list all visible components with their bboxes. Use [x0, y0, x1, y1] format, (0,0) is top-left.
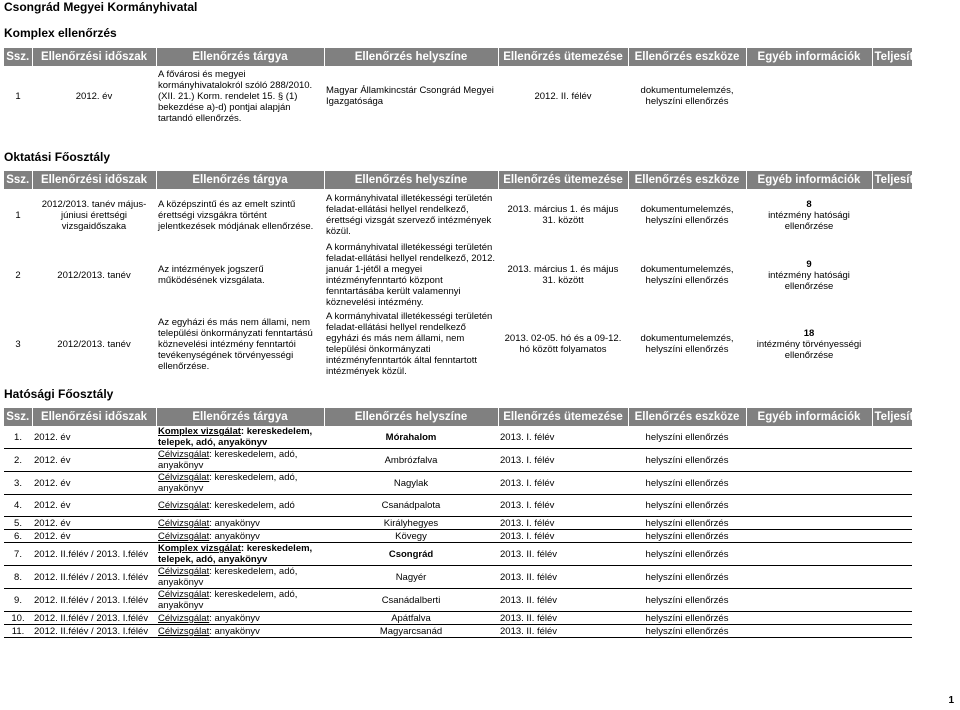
other-count: 18 [803, 327, 815, 339]
cell-period: 2012. év [32, 495, 156, 517]
cell-subject: A középszintű és az emelt szintű érettségi vizsgákra történt jelentkezések módjának ellenőrzése. [158, 198, 314, 232]
org-title: Csongrád Megyei Kormányhivatal [4, 0, 198, 14]
cell-subject [156, 612, 324, 625]
cell-ssz: 2 [15, 269, 21, 281]
cell-tool: helyszíni ellenőrzés [628, 495, 746, 517]
cell-tool: dokumentumelemzés, helyszíni ellenőrzés [640, 85, 734, 107]
cell-other [746, 241, 872, 309]
cell-other [746, 530, 872, 543]
cell-period: 2012. II.félév / 2013. I.félév [32, 589, 156, 612]
cell-period: 2012. II.félév / 2013. I.félév [32, 625, 156, 638]
inspection-scope: : kereskedelem, telepek, adó, anyakönyv [158, 543, 313, 565]
cell-period: 2012. II.félév / 2013. I.félév [32, 612, 156, 625]
inspection-scope: : anyakönyv [209, 612, 260, 624]
cell-done [872, 426, 912, 449]
cell-tool: helyszíni ellenőrzés [628, 589, 746, 612]
inspection-type: Célvizsgálat [158, 530, 210, 542]
cell-subject [156, 589, 324, 612]
cell-subject [156, 472, 324, 495]
cell-subject [156, 426, 324, 449]
cell-tool: helyszíni ellenőrzés [628, 543, 746, 566]
cell-done [872, 241, 912, 309]
cell-location: Csongrád [324, 543, 498, 566]
table-row [4, 309, 912, 379]
cell-ssz: 7. [4, 543, 32, 566]
header-row [4, 48, 912, 66]
inspection-scope: : anyakönyv [209, 625, 260, 637]
cell-period: 2012/2013. tanév [57, 269, 131, 281]
table-row [4, 472, 912, 495]
column-header: Ellenőrzés tárgya [156, 408, 324, 426]
header-row [4, 408, 912, 426]
column-header: Ellenőrzés eszköze [628, 48, 746, 66]
cell-ssz: 9. [4, 589, 32, 612]
cell-ssz: 11. [4, 625, 32, 638]
column-header: Ellenőrzési időszak [32, 408, 156, 426]
cell-tool: helyszíni ellenőrzés [628, 530, 746, 543]
cell-other [746, 517, 872, 530]
cell-other [746, 426, 872, 449]
table-row [4, 612, 912, 625]
cell-schedule: 2013. I. félév [498, 530, 628, 543]
cell-period: 2012. év [32, 517, 156, 530]
inspection-type: Célvizsgálat [158, 589, 210, 600]
cell-ssz: 1 [15, 90, 21, 102]
inspection-scope: : kereskedelem, adó, anyakönyv [158, 472, 298, 494]
column-header: Ssz. [4, 408, 32, 426]
inspection-scope: : kereskedelem, adó, anyakönyv [158, 566, 298, 588]
cell-location: Csanádpalota [324, 495, 498, 517]
cell-done [872, 543, 912, 566]
cell-ssz: 10. [4, 612, 32, 625]
cell-schedule: 2013. március 1. és május 31. között [507, 204, 619, 226]
cell-tool: helyszíni ellenőrzés [628, 449, 746, 472]
column-header: Ellenőrzés eszköze [628, 408, 746, 426]
cell-other [746, 625, 872, 638]
cell-tool: helyszíni ellenőrzés [628, 472, 746, 495]
page-number: 1 [948, 695, 954, 706]
inspection-scope: : kereskedelem, adó, anyakönyv [158, 449, 298, 471]
column-header: Ellenőrzés helyszíne [324, 171, 498, 189]
table-row [4, 530, 912, 543]
education-table [4, 171, 927, 379]
cell-schedule: 2012. II. félév [534, 90, 592, 102]
table-row [4, 566, 912, 589]
cell-done [872, 449, 912, 472]
cell-schedule: 2013. I. félév [498, 517, 628, 530]
cell-subject [156, 530, 324, 543]
cell-location: Magyar Államkincstár Csongrád Megyei Igazgatósága [326, 85, 494, 107]
table-row [4, 543, 912, 566]
cell-period: 2012. év [32, 472, 156, 495]
cell-period: 2012. II.félév / 2013. I.félév [32, 543, 156, 566]
column-header: Teljesítés [872, 48, 912, 66]
column-header: Ellenőrzés helyszíne [324, 48, 498, 66]
inspection-scope: : kereskedelem, adó [209, 500, 295, 511]
inspection-type: Célvizsgálat [158, 472, 210, 483]
column-header: Ellenőrzés helyszíne [324, 408, 498, 426]
other-text: intézmény hatósági ellenőrzése [768, 209, 850, 232]
cell-ssz: 1 [15, 209, 21, 221]
cell-location: Nagylak [324, 472, 498, 495]
cell-period: 2012. II.félév / 2013. I.félév [32, 566, 156, 589]
cell-other [746, 566, 872, 589]
inspection-scope: : anyakönyv [209, 517, 260, 529]
cell-other [746, 543, 872, 566]
cell-period: 2012. év [75, 90, 113, 102]
table-row [4, 449, 912, 472]
page-title: Komplex ellenőrzés [4, 26, 117, 40]
cell-subject: Az intézmények jogszerű működésének vizsgálata. [158, 264, 265, 286]
other-count: 8 [806, 198, 812, 210]
authority-table [4, 408, 927, 638]
inspection-scope: : anyakönyv [209, 530, 260, 542]
cell-other [746, 449, 872, 472]
other-text: intézmény törvényességi ellenőrzése [756, 338, 862, 361]
inspection-type: Célvizsgálat [158, 449, 210, 460]
cell-location: Nagyér [324, 566, 498, 589]
cell-period: 2012. év [32, 530, 156, 543]
cell-schedule: 2013. március 1. és május 31. között [507, 264, 619, 286]
cell-subject: Az egyházi és más nem állami, nem települési önkormányzati fenntartású köznevelési intézmény fenntartói tevékenységének törvényességi ellenőrzése. [158, 316, 313, 372]
cell-done [872, 66, 912, 126]
cell-tool: helyszíni ellenőrzés [628, 517, 746, 530]
cell-ssz: 4. [4, 495, 32, 517]
cell-subject [156, 495, 324, 517]
cell-tool: helyszíni ellenőrzés [628, 566, 746, 589]
column-header: Teljesítés [872, 408, 912, 426]
cell-done [872, 309, 912, 379]
cell-schedule: 2013. I. félév [498, 495, 628, 517]
cell-ssz: 6. [4, 530, 32, 543]
cell-schedule: 2013. 02-05. hó és a 09-12. hó között folyamatos [504, 333, 622, 355]
cell-location: Apátfalva [324, 612, 498, 625]
cell-schedule: 2013. II. félév [498, 589, 628, 612]
column-header: Teljesítés [872, 171, 912, 189]
other-count: 9 [806, 258, 812, 270]
cell-done [872, 589, 912, 612]
table-row [4, 589, 912, 612]
cell-schedule: 2013. II. félév [498, 625, 628, 638]
cell-ssz: 3. [4, 472, 32, 495]
inspection-type: Célvizsgálat [158, 612, 210, 624]
cell-done [872, 517, 912, 530]
cell-tool: helyszíni ellenőrzés [628, 625, 746, 638]
cell-other [746, 66, 872, 126]
cell-location: Mórahalom [324, 426, 498, 449]
table-row [4, 495, 912, 517]
cell-location: Kövegy [324, 530, 498, 543]
cell-period: 2012. év [32, 449, 156, 472]
complex-table [4, 48, 927, 126]
cell-subject [156, 517, 324, 530]
cell-schedule: 2013. II. félév [498, 543, 628, 566]
cell-period: 2012/2013. tanév május-júniusi érettségi vizsgaidőszaka [41, 198, 147, 232]
inspection-scope: : kereskedelem, telepek, adó, anyakönyv [158, 426, 313, 448]
cell-location: A kormányhivatal illetékességi területén feladat-ellátási hellyel rendelkező egyházi és más nem állami, nem települési önkormányzati intézményfenntartók által fenntartott intézmények közül. [326, 311, 493, 377]
cell-done [872, 495, 912, 517]
inspection-type: Komplex vizsgálat [158, 543, 241, 554]
cell-done [872, 625, 912, 638]
cell-location: A kormányhivatal illetékességi területén feladat-ellátási hellyel rendelkező, 2012. január 1-jétől a megyei intézményfenntartó központ fenntartásába került valamennyi köznevelési intézmény. [326, 242, 495, 308]
cell-subject [156, 566, 324, 589]
cell-other [746, 589, 872, 612]
cell-period: 2012/2013. tanév [57, 338, 131, 350]
column-header: Ellenőrzési időszak [32, 171, 156, 189]
cell-location: Királyhegyes [324, 517, 498, 530]
cell-ssz: 5. [4, 517, 32, 530]
cell-done [872, 566, 912, 589]
inspection-type: Célvizsgálat [158, 517, 210, 529]
inspection-type: Célvizsgálat [158, 625, 210, 637]
cell-tool: dokumentumelemzés, helyszíni ellenőrzés [640, 264, 734, 286]
cell-other [746, 612, 872, 625]
cell-period: 2012. év [32, 426, 156, 449]
cell-location: Csanádalberti [324, 589, 498, 612]
header-row [4, 171, 912, 189]
column-header: Ellenőrzési időszak [32, 48, 156, 66]
cell-location: Ambrózfalva [324, 449, 498, 472]
cell-subject [156, 625, 324, 638]
section-title-authority: Hatósági Főosztály [4, 387, 114, 401]
cell-ssz: 3 [15, 338, 21, 350]
column-header: Ssz. [4, 171, 32, 189]
cell-subject [156, 543, 324, 566]
inspection-type: Célvizsgálat [158, 566, 210, 577]
cell-ssz: 8. [4, 566, 32, 589]
cell-location: A kormányhivatal illetékességi területén feladat-ellátási hellyel rendelkező, érettségi vizsgát szervező intézmények közül. [326, 193, 493, 237]
column-header: Ellenőrzés eszköze [628, 171, 746, 189]
section-title-education: Oktatási Főosztály [4, 150, 111, 164]
table-row [4, 189, 912, 241]
cell-schedule: 2013. I. félév [498, 449, 628, 472]
column-header: Egyéb információk [746, 408, 872, 426]
cell-other [746, 495, 872, 517]
column-header: Ellenőrzés tárgya [156, 48, 324, 66]
cell-tool: helyszíni ellenőrzés [628, 426, 746, 449]
cell-ssz: 2. [4, 449, 32, 472]
inspection-scope: : kereskedelem, adó, anyakönyv [158, 589, 298, 611]
cell-tool: helyszíni ellenőrzés [628, 612, 746, 625]
cell-other [746, 472, 872, 495]
table-row [4, 241, 912, 309]
cell-subject [156, 449, 324, 472]
cell-done [872, 530, 912, 543]
column-header: Ellenőrzés ütemezése [498, 408, 628, 426]
cell-tool: dokumentumelemzés, helyszíni ellenőrzés [640, 333, 734, 355]
cell-tool: dokumentumelemzés, helyszíni ellenőrzés [640, 204, 734, 226]
column-header: Ellenőrzés ütemezése [498, 48, 628, 66]
cell-location: Magyarcsanád [324, 625, 498, 638]
column-header: Egyéb információk [746, 48, 872, 66]
cell-done [872, 472, 912, 495]
table-row [4, 625, 912, 638]
table-row [4, 517, 912, 530]
cell-schedule: 2013. I. félév [498, 472, 628, 495]
cell-schedule: 2013. I. félév [498, 426, 628, 449]
cell-other [746, 189, 872, 241]
cell-schedule: 2013. II. félév [498, 566, 628, 589]
cell-done [872, 189, 912, 241]
inspection-type: Célvizsgálat [158, 500, 210, 511]
table-row [4, 426, 912, 449]
column-header: Egyéb információk [746, 171, 872, 189]
cell-done [872, 612, 912, 625]
table-row [4, 66, 912, 126]
other-text: intézmény hatósági ellenőrzése [768, 269, 850, 292]
cell-other [746, 309, 872, 379]
cell-schedule: 2013. II. félév [498, 612, 628, 625]
cell-subject: A fővárosi és megyei kormányhivatalokról szóló 288/2010. (XII. 21.) Korm. rendelet 15. § (1) bekezdése a)-d) pontjai alapján tartandó ellenőrzés. [158, 68, 313, 124]
column-header: Ellenőrzés tárgya [156, 171, 324, 189]
cell-ssz: 1. [4, 426, 32, 449]
column-header: Ellenőrzés ütemezése [498, 171, 628, 189]
column-header: Ssz. [4, 48, 32, 66]
inspection-type: Komplex vizsgálat [158, 426, 241, 437]
